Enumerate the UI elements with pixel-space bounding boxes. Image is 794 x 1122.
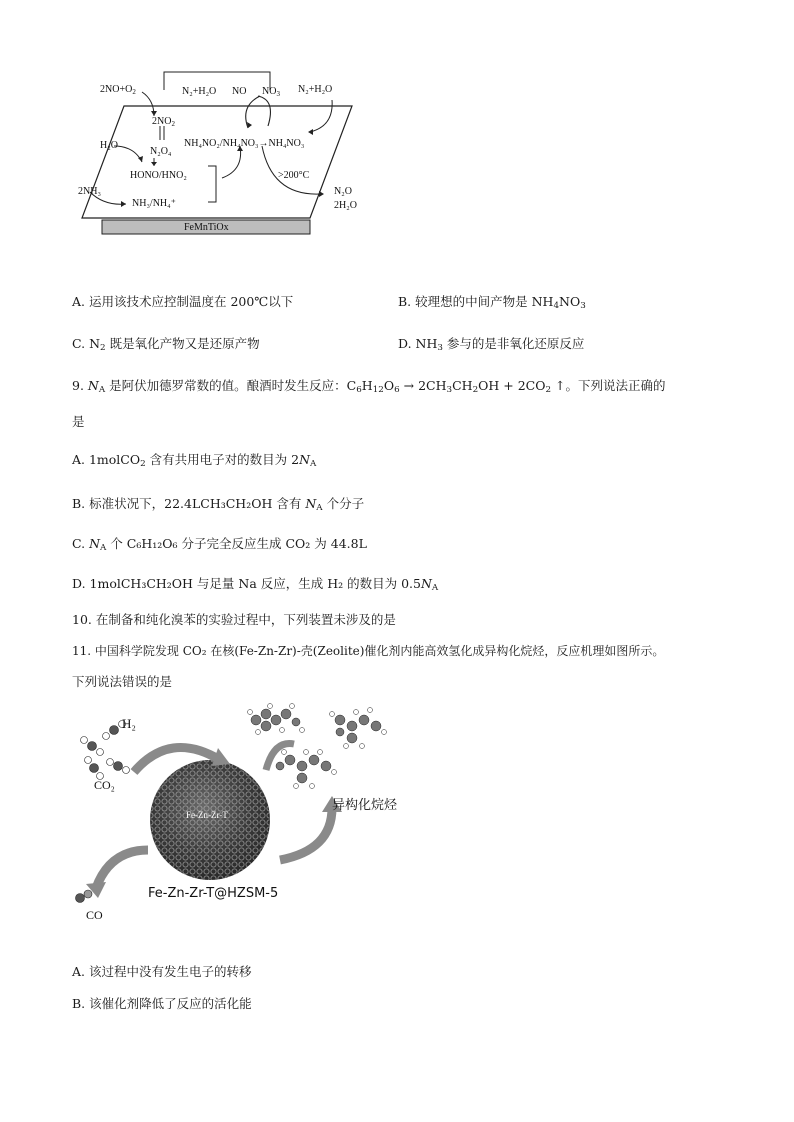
label-no-o2: $2NO+O_2$ bbox=[100, 84, 136, 96]
label-core: Fe-Zn-Zr-T bbox=[186, 810, 228, 820]
label-isomerized-alkanes: 异构化烷烃 bbox=[332, 798, 398, 813]
reaction-mechanism-figure bbox=[72, 66, 362, 246]
label-2nh3: 2NH₃ bbox=[78, 186, 101, 197]
label-n2o4: N₂O₄ bbox=[150, 146, 172, 157]
q9-option-a: A. 1molCO$_2$ 含有共用电子对的数目为 $2N_A$ bbox=[72, 452, 317, 470]
label-temperature: >200°C bbox=[278, 170, 310, 181]
q11-stem-line1: 11. 中国科学院发现 CO₂ 在核(Fe-Zn-Zr)-壳(Zeolite)催化剂内能高效氢化成异构化烷烃，反应机理如图所示。 bbox=[72, 644, 665, 658]
q9-option-d: D. 1molCH₃CH₂OH 与足量 Na 反应，生成 H₂ 的数目为 $0.5N_A$ bbox=[72, 576, 439, 594]
label-co: CO bbox=[86, 908, 103, 922]
q8-option-c: C. $N_2$ 既是氧化产物又是还原产物 bbox=[72, 336, 260, 354]
label-catalyst-name: Fe-Zn-Zr-T@HZSM-5 bbox=[148, 886, 279, 901]
label-ammonium-species: NH₄NO₂/NH₄NO₃→NH₄NO₃ bbox=[184, 138, 305, 149]
label-no3: $NO_3$ bbox=[262, 86, 280, 98]
label-2h2o: 2H₂O bbox=[334, 200, 357, 211]
q9-option-c: C. $N_A$ 个 C₆H₁₂O₆ 分子完全反应生成 CO₂ 为 44.8L bbox=[72, 536, 367, 554]
q9-stem-line2: 是 bbox=[72, 414, 85, 429]
label-n2o: N₂O bbox=[334, 186, 352, 197]
catalyst-mechanism-figure bbox=[70, 700, 430, 930]
label-no: NO bbox=[232, 86, 247, 97]
label-2no2: $2NO_2$ bbox=[152, 116, 175, 128]
label-n2-h2o-top: N₂+H₂O bbox=[182, 86, 217, 97]
label-h2: H₂ bbox=[122, 716, 136, 731]
q8-option-d: D. $NH_3$ 参与的是非氧化还原反应 bbox=[398, 336, 585, 354]
label-nh3-nh4: NH₃/NH₄⁺ bbox=[132, 198, 176, 209]
q11-stem-line2: 下列说法错误的是 bbox=[72, 674, 173, 689]
q11-option-b: B. 该催化剂降低了反应的活化能 bbox=[72, 996, 252, 1011]
q11-option-a: A. 该过程中没有发生电子的转移 bbox=[72, 964, 252, 979]
q10-stem: 10. 在制备和纯化溴苯的实验过程中，下列装置未涉及的是 bbox=[72, 612, 396, 627]
q8-option-a: A. 运用该技术应控制温度在 200℃以下 bbox=[72, 294, 294, 309]
q8-option-b: B. 较理想的中间产物是 $NH_4NO_3$ bbox=[398, 294, 586, 312]
label-catalyst: FeMnTiOx bbox=[184, 222, 229, 233]
q9-option-b: B. 标准状况下，22.4LCH₃CH₂OH 含有 $N_A$ 个分子 bbox=[72, 496, 365, 514]
label-h2o: H₂O bbox=[100, 140, 118, 151]
label-co2: CO₂ bbox=[94, 778, 115, 792]
label-n2-h2o-right: N₂+H₂O bbox=[298, 84, 333, 95]
q9-stem-line1: 9. $N_A$ 是阿伏加德罗常数的值。酿酒时发生反应：$C_6H_{12}O_6 \to 2CH_3CH_2OH + 2CO_2$ ↑。下列说法正确的 bbox=[72, 378, 666, 396]
label-hono-hno2: HONO/HNO₂ bbox=[130, 170, 187, 181]
